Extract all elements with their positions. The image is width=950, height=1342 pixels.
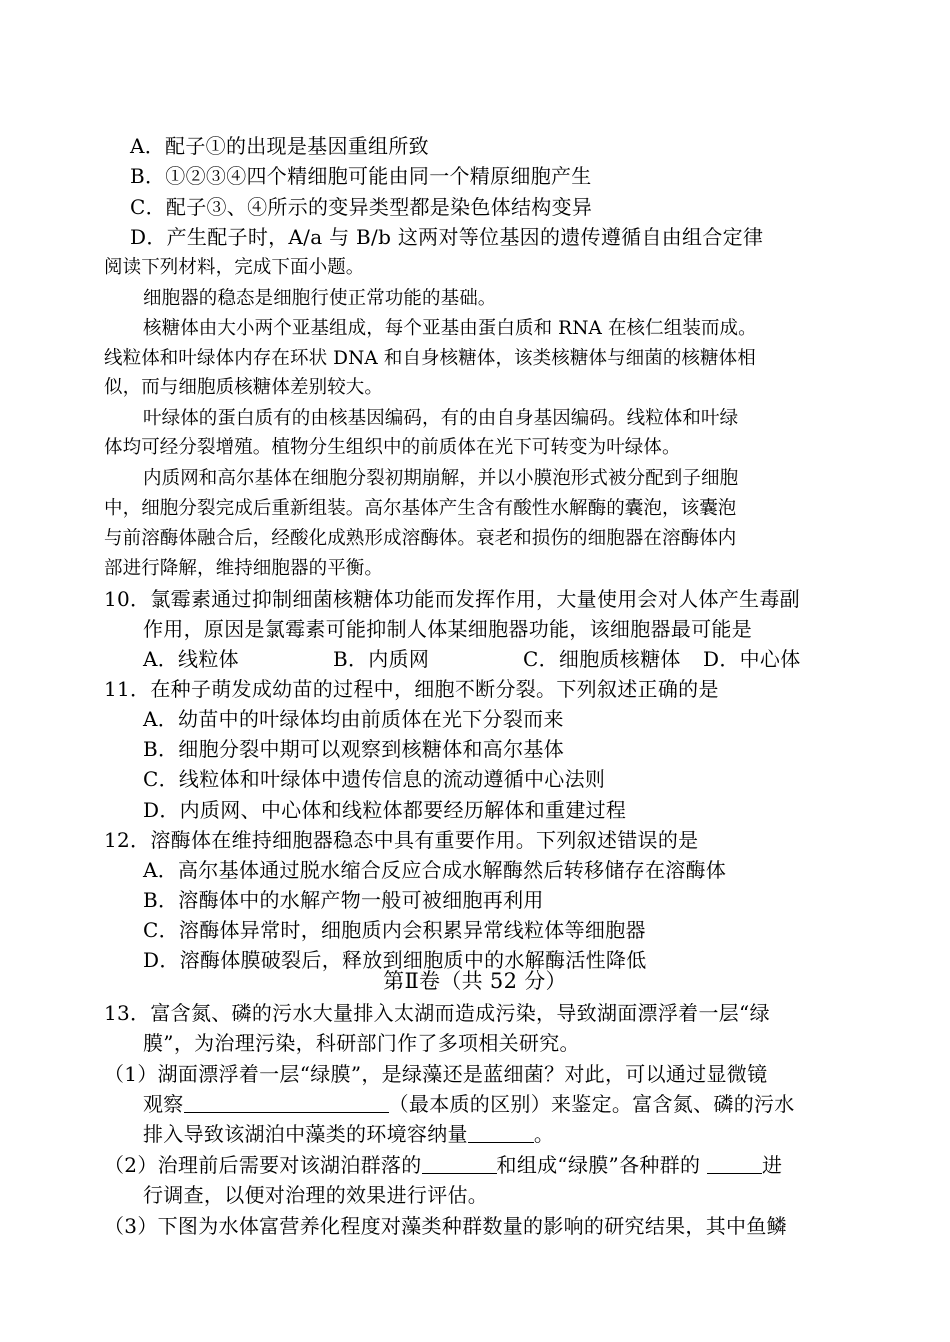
reading-paragraph-line: 似，而与细胞质核糖体差别较大。 [104, 377, 384, 398]
q13-part1-text: 排入导致该湖泊中藻类的环境容纳量 [143, 1122, 468, 1146]
q9-option-b: B．①②③④四个精细胞可能由同一个精原细胞产生 [130, 164, 592, 188]
q10-options [143, 644, 801, 674]
q10-option-b: B．内质网 [333, 647, 430, 671]
q13-part1-line3 [143, 1119, 554, 1149]
q11-option-d: D．内质网、中心体和线粒体都要经历解体和重建过程 [143, 798, 627, 822]
q9-option-d: D．产生配子时，A/a 与 B/b 这两对等位基因的遗传遵循自由组合定律 [130, 225, 764, 249]
q10-stem: 10．氯霉素通过抑制细菌核糖体功能而发挥作用，大量使用会对人体产生毒副 [104, 587, 800, 611]
q13-part2-text: 进 [761, 1153, 783, 1177]
reading-intro: 阅读下列材料，完成下面小题。 [104, 257, 365, 278]
q9-option-a: A．配子①的出现是基因重组所致 [130, 134, 429, 158]
q12-option-a: A．高尔基体通过脱水缩合反应合成水解酶然后转移储存在溶酶体 [143, 858, 727, 882]
q9-option-c: C．配子③、④所示的变异类型都是染色体结构变异 [130, 195, 593, 219]
q13-part2-text: 和组成“绿膜”各种群的 [496, 1153, 707, 1177]
answer-blank[interactable] [468, 1122, 534, 1143]
q13-stem: 13．富含氮、磷的污水大量排入太湖而造成污染，导致湖面漂浮着一层“绿 [104, 1001, 770, 1025]
q13-stem-cont: 膜”，为治理污染，科研部门作了多项相关研究。 [143, 1031, 580, 1055]
q11-stem: 11．在种子萌发成幼苗的过程中，细胞不断分裂。下列叙述正确的是 [104, 677, 719, 701]
reading-paragraph-line: 中，细胞分裂完成后重新组装。高尔基体产生含有酸性水解酶的囊泡，该囊泡 [104, 498, 737, 519]
answer-blank[interactable] [422, 1153, 497, 1174]
reading-paragraph-line: 内质网和高尔基体在细胞分裂初期崩解，并以小膜泡形式被分配到子细胞 [143, 468, 739, 489]
q11-option-b: B．细胞分裂中期可以观察到核糖体和高尔基体 [143, 737, 564, 761]
q10-option-a: A．线粒体 [143, 647, 239, 671]
q11-option-a: A．幼苗中的叶绿体均由前质体在光下分裂而来 [143, 707, 564, 731]
answer-blank[interactable] [707, 1153, 762, 1174]
reading-paragraph-line: 部进行降解，维持细胞器的平衡。 [104, 558, 384, 579]
q10-option-d: D．中心体 [703, 647, 801, 671]
reading-paragraph-line: 体均可经分裂增殖。植物分生组织中的前质体在光下可转变为叶绿体。 [104, 437, 681, 458]
q13-part1-line2 [143, 1089, 795, 1119]
q12-option-b: B．溶酶体中的水解产物一般可被细胞再利用 [143, 888, 544, 912]
q11-option-c: C．线粒体和叶绿体中遗传信息的流动遵循中心法则 [143, 767, 606, 791]
q13-part2 [104, 1150, 782, 1180]
q13-part3: （3）下图为水体富营养化程度对藻类种群数量的影响的研究结果，其中鱼鳞 [104, 1214, 787, 1238]
q12-option-d: D．溶酶体膜破裂后，释放到细胞质中的水解酶活性降低 [143, 948, 647, 972]
reading-paragraph-line: 细胞器的稳态是细胞行使正常功能的基础。 [143, 288, 497, 309]
reading-paragraph-line: 线粒体和叶绿体内存在环状 DNA 和自身核糖体，该类核糖体与细菌的核糖体相 [104, 348, 756, 369]
answer-blank[interactable] [184, 1092, 389, 1113]
q13-part1-text: 观察 [143, 1092, 184, 1116]
reading-paragraph-line: 核糖体由大小两个亚基组成，每个亚基由蛋白质和 RNA 在核仁组装而成。 [143, 318, 757, 339]
q12-option-c: C．溶酶体异常时，细胞质内会积累异常线粒体等细胞器 [143, 918, 646, 942]
q13-part2-line2: 行调查，以便对治理的效果进行评估。 [143, 1183, 489, 1207]
reading-paragraph-line: 叶绿体的蛋白质有的由核基因编码，有的由自身基因编码。线粒体和叶绿 [143, 408, 739, 429]
q12-stem: 12．溶酶体在维持细胞器稳态中具有重要作用。下列叙述错误的是 [104, 828, 699, 852]
q13-part1-text: 。 [533, 1122, 555, 1146]
reading-paragraph-line: 与前溶酶体融合后，经酸化成熟形成溶酶体。衰老和损伤的细胞器在溶酶体内 [104, 528, 737, 549]
q10-option-c: C．细胞质核糖体 [523, 647, 681, 671]
q13-part1: （1）湖面漂浮着一层“绿膜”，是绿藻还是蓝细菌？对此，可以通过显微镜 [104, 1062, 768, 1086]
q10-stem-cont: 作用，原因是氯霉素可能抑制人体某细胞器功能，该细胞器最可能是 [143, 617, 752, 641]
q13-part1-text: （最本质的区别）来鉴定。富含氮、磷的污水 [388, 1092, 795, 1116]
q13-part2-text: （2）治理前后需要对该湖泊群落的 [104, 1153, 422, 1177]
section-title: 第Ⅱ卷（共 52 分） [383, 969, 567, 993]
